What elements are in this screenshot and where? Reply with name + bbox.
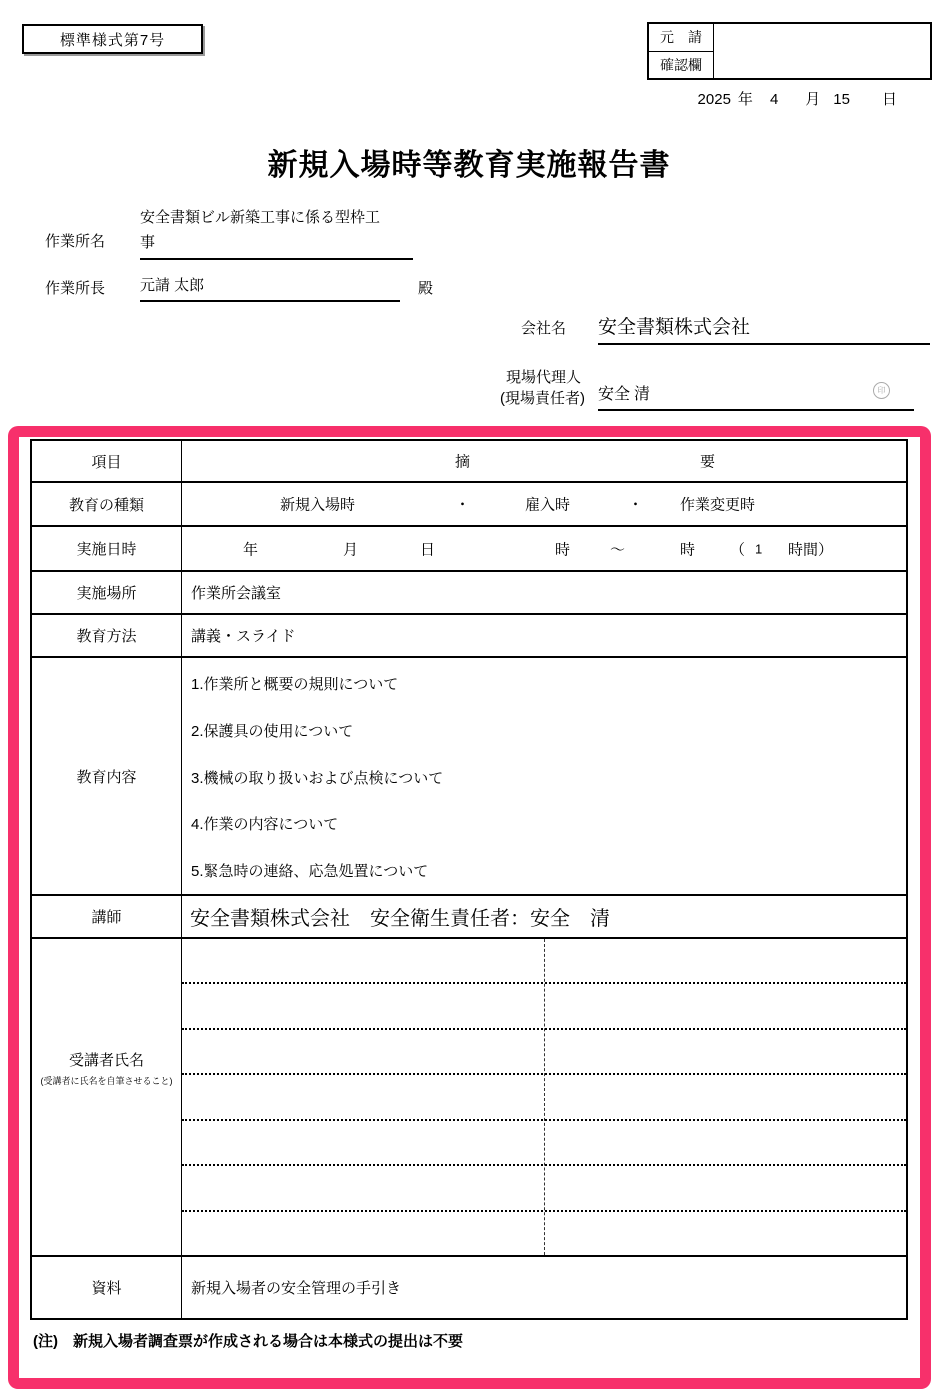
option-work-change: 作業変更時 <box>680 496 756 514</box>
confirmation-stamp-box <box>647 22 932 80</box>
content-row <box>32 656 906 894</box>
date-month: 4 <box>769 91 779 108</box>
attendees-row <box>32 937 906 1255</box>
confirmation-stamp-area <box>714 24 930 78</box>
option-separator-1: ・ <box>455 496 471 514</box>
education-type-options <box>182 483 906 525</box>
site-agent-label-line1: 現場代理人 <box>506 369 582 386</box>
site-name-line2: 事 <box>140 234 156 251</box>
lecturer-row <box>32 894 906 937</box>
option-separator-2: ・ <box>628 496 644 514</box>
option-new-entry: 新規入場時 <box>280 496 356 514</box>
place-row <box>32 570 906 613</box>
datetime-blanks <box>182 527 906 570</box>
summary-char-right: 要 <box>700 453 716 471</box>
attendees-label-cell <box>32 939 182 1255</box>
attendees-signature-area <box>182 939 906 1255</box>
education-type-row <box>32 481 906 525</box>
report-date <box>698 88 897 109</box>
content-label: 教育内容 <box>32 658 182 894</box>
dt-duration-unit: 時間） <box>788 541 834 558</box>
lecturer-cell <box>182 896 906 937</box>
dt-hour-start-unit: 時 <box>555 541 571 558</box>
header-summary-cell <box>182 441 906 481</box>
honorific-label: 殿 <box>418 280 434 297</box>
confirmation-column-label: 確認欄 <box>660 56 702 73</box>
date-year-unit: 年 <box>737 91 753 108</box>
date-month-unit: 月 <box>805 91 821 108</box>
footnote: (注) 新規入場者調査票が作成される場合は本様式の提出は不要 <box>33 1333 463 1350</box>
dt-duration-value: 1 <box>755 541 763 556</box>
date-year: 2025 <box>697 91 731 108</box>
site-name-label: 作業所名 <box>45 233 106 250</box>
lecturer-label: 講師 <box>32 896 182 937</box>
site-agent-label-line2: (現場責任者) <box>500 390 585 407</box>
table-header-row <box>32 441 906 481</box>
seal-icon: 印 <box>873 382 890 399</box>
education-report-table <box>30 439 908 1320</box>
lecturer-value: 安全書類株式会社 安全衛生責任者：安全 清 <box>190 908 610 930</box>
date-day-unit: 日 <box>881 91 897 108</box>
highlighted-table-region <box>8 426 931 1389</box>
place-value: 作業所会議室 <box>191 585 282 602</box>
summary-char-left: 摘 <box>455 453 471 471</box>
company-value: 安全書類株式会社 <box>598 312 930 345</box>
attendees-label: 受講者氏名 <box>68 1052 144 1069</box>
page-title: 新規入場時等教育実施報告書 <box>267 149 671 182</box>
date-day: 15 <box>833 91 850 108</box>
content-items-cell <box>182 658 906 894</box>
site-name-value <box>140 205 413 260</box>
education-type-label: 教育の種類 <box>32 483 182 525</box>
prime-contractor-label: 元 請 <box>649 24 713 52</box>
dt-year-unit: 年 <box>243 541 259 558</box>
signature-column-divider <box>544 939 545 1255</box>
content-item-1: 1.作業所と概要の規則について <box>191 676 399 693</box>
materials-label: 資料 <box>32 1257 182 1318</box>
place-label: 実施場所 <box>32 572 182 613</box>
form-number-label: 標準様式第7号 <box>59 31 166 49</box>
content-item-5: 5.緊急時の連絡、応急処置について <box>191 863 429 880</box>
site-agent-name: 安全 清 <box>598 386 651 403</box>
form-number-box <box>22 24 203 54</box>
method-value: 講義・スライド <box>191 628 296 645</box>
dt-paren-open: （ <box>730 541 746 558</box>
materials-row <box>32 1255 906 1318</box>
method-label: 教育方法 <box>32 615 182 656</box>
datetime-row <box>32 525 906 570</box>
confirmation-label-column <box>649 24 714 78</box>
header-item-cell: 項目 <box>32 441 182 481</box>
site-manager-value: 元請 太郎 <box>140 274 400 302</box>
dt-day-unit: 日 <box>420 541 436 558</box>
site-manager-label: 作業所長 <box>45 280 106 297</box>
content-item-4: 4.作業の内容について <box>191 816 339 834</box>
method-row <box>32 613 906 656</box>
materials-value: 新規入場者の安全管理の手引き <box>191 1280 402 1297</box>
site-name-line1: 安全書類ビル新築工事に係る型枠工 <box>140 209 381 226</box>
site-agent-value <box>598 381 914 411</box>
company-label: 会社名 <box>521 320 567 337</box>
dt-tilde: ～ <box>610 541 626 558</box>
content-items <box>182 658 906 894</box>
content-item-3: 3.機械の取り扱いおよび点検について <box>191 769 444 787</box>
content-item-2: 2.保護具の使用について <box>191 722 354 740</box>
attendees-sublabel: (受講者に氏名を自筆させること) <box>40 1076 173 1086</box>
option-hiring: 雇入時 <box>525 496 571 514</box>
dt-hour-end-unit: 時 <box>680 541 696 558</box>
dt-month-unit: 月 <box>343 541 359 558</box>
datetime-label: 実施日時 <box>32 527 182 570</box>
